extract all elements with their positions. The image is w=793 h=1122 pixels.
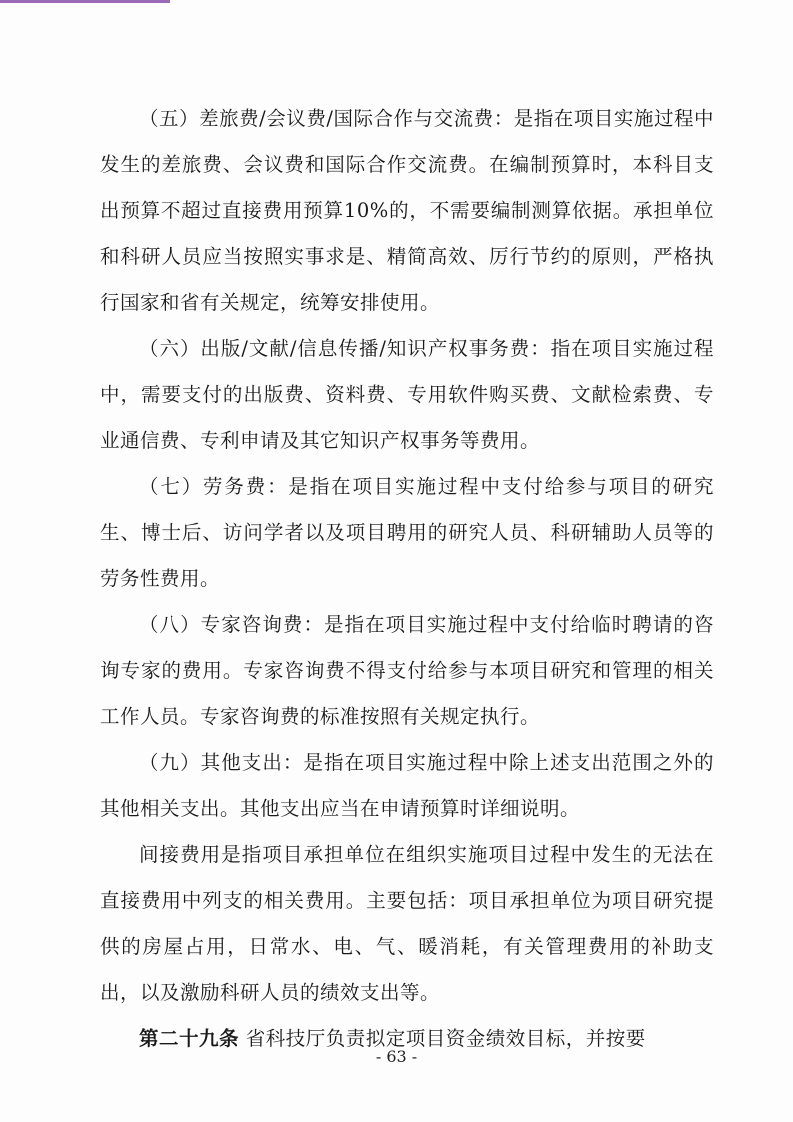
- paragraph-publication-ip-fees: （六）出版/文献/信息传播/知识产权事务费：指在项目实施过程中，需要支付的出版费、资料费、专用软件购买费、文献检索费、专业通信费、专利申请及其它知识产权事务等费用。: [100, 337, 714, 452]
- paragraph-labor-fees: （七）劳务费：是指在项目实施过程中支付给参与项目的研究生、博士后、访问学者以及项目聘用的研究人员、科研辅助人员等的劳务性费用。: [100, 475, 714, 590]
- paragraph-expert-consulting-fees: （八）专家咨询费：是指在项目实施过程中支付给临时聘请的咨询专家的费用。专家咨询费不得支付给参与本项目研究和管理的相关工作人员。专家咨询费的标准按照有关规定执行。: [100, 613, 714, 728]
- paragraph-indirect-costs: 间接费用是指项目承担单位在组织实施项目过程中发生的无法在直接费用中列支的相关费用。主要包括：项目承担单位为项目研究提供的房屋占用，日常水、电、气、暖消耗，有关管理费用的补助支出，以及激励科研人员的绩效支出等。: [100, 843, 714, 1004]
- document-body: [100, 96, 714, 1062]
- article-heading: 第二十九条: [139, 1027, 240, 1050]
- page-number: - 63 -: [375, 1047, 418, 1066]
- scan-edge-mark: [0, 0, 170, 3]
- paragraph-other-expenses: （九）其他支出：是指在项目实施过程中除上述支出范围之外的其他相关支出。其他支出应当在申请预算时详细说明。: [100, 751, 714, 820]
- paragraph-travel-conference-fees: （五）差旅费/会议费/国际合作与交流费：是指在项目实施过程中发生的差旅费、会议费和国际合作交流费。在编制预算时，本科目支出预算不超过直接费用预算10%的，不需要编制测算依据。承担单位和科研人员应当按照实事求是、精简高效、厉行节约的原则，严格执行国家和省有关规定，统筹安排使用。: [100, 107, 714, 314]
- article-text: 省科技厅负责拟定项目资金绩效目标，并按要: [245, 1027, 646, 1050]
